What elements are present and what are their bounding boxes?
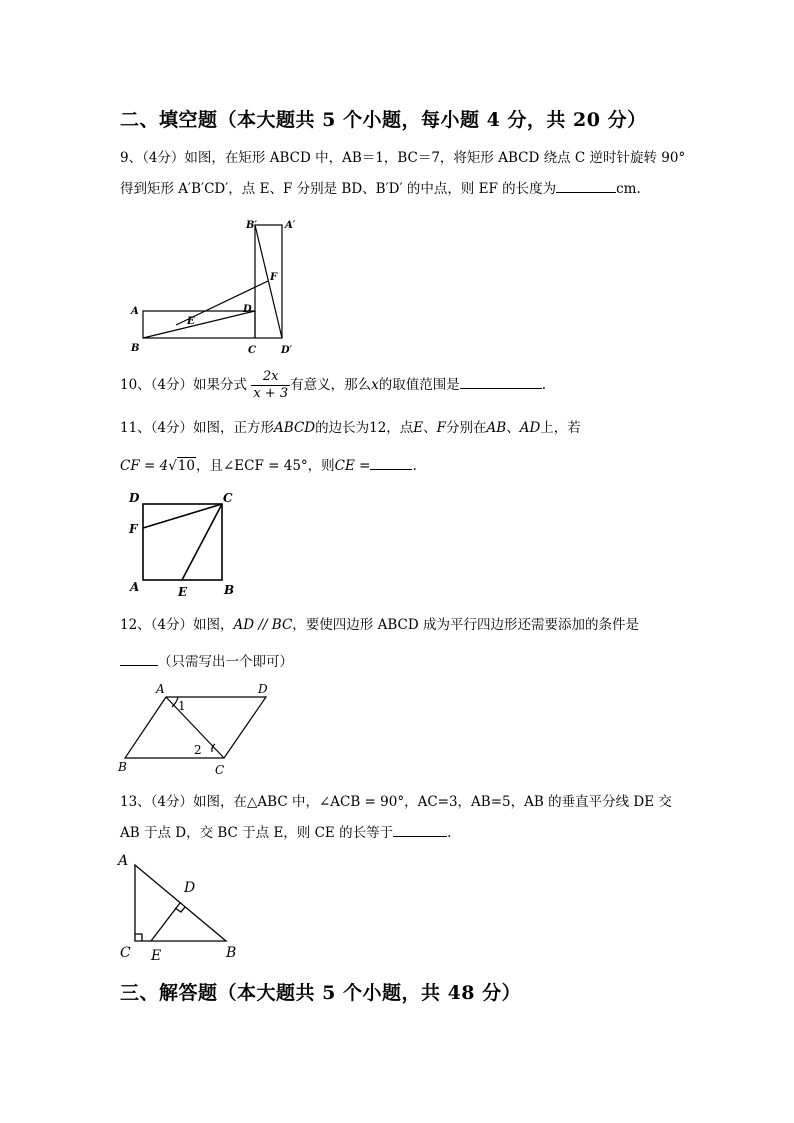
q12-figure — [112, 680, 282, 776]
q11-text-4: 上，若 — [540, 420, 581, 436]
q11-ab: AB — [486, 420, 507, 436]
q10-fraction — [251, 369, 290, 402]
q9-label-d-prime: D′ — [281, 345, 293, 356]
q10-prefix: 10、（4分）如果分式 — [120, 377, 248, 393]
q11-line-1 — [120, 416, 581, 436]
q11-sep-2: 、 — [506, 420, 520, 436]
q10-end: . — [541, 377, 547, 393]
q9-figure — [128, 214, 308, 359]
q12-label-c: C — [215, 763, 225, 776]
q12-condition: AD // BC — [233, 617, 293, 633]
q11-label-c: C — [223, 491, 233, 505]
q9-label-a-prime: A′ — [285, 220, 296, 231]
q12-line-1 — [120, 613, 639, 633]
q11-sep-1: 、 — [423, 420, 437, 436]
q13-end: . — [447, 825, 452, 841]
q13-line-2 — [120, 821, 451, 841]
q10-denominator: x + 3 — [253, 386, 289, 401]
q9-label-d: D — [243, 304, 252, 315]
q12-prefix: 12、（4分）如图， — [120, 617, 234, 633]
q11-end: . — [412, 458, 417, 474]
q9-label-b-prime: B′ — [246, 220, 258, 231]
q11-text-3: 分别在 — [446, 420, 487, 436]
q11-line-2: CF = 4√10，且∠ECF = 45°，则CE = . — [120, 454, 417, 474]
q12-label-b: B — [118, 760, 127, 774]
q11-label-f: F — [129, 522, 138, 536]
section-3-heading: 三、解答题（本大题共 5 个小题，共 48 分） — [120, 982, 522, 1004]
q11-f: F — [436, 420, 447, 436]
q9-unit: cm. — [616, 181, 641, 197]
q10-answer-blank — [460, 374, 542, 389]
q13-label-a: A — [118, 853, 129, 869]
q13-label-d: D — [184, 880, 196, 896]
q10-numerator: 2x — [251, 369, 290, 386]
q11-angle-text: ，且∠ECF = 45°，则 — [195, 458, 335, 474]
q11-text-2: 的边长为12，点 — [315, 420, 414, 436]
q12-note: （只需写出一个即可） — [158, 654, 293, 670]
q11-cf-expr: CF = 4 — [120, 458, 169, 474]
q13-line-1: 13、（4分）如图，在△ABC 中，∠ACB = 90°，AC=3，AB=5，AB 的垂直平分线 DE 交 — [120, 794, 672, 810]
q11-ad: AD — [519, 420, 541, 436]
q9-label-f: F — [270, 272, 278, 283]
q10-middle: 有意义，那么 — [290, 377, 372, 393]
q11-label-e: E — [178, 585, 188, 599]
q11-prefix: 11、（4分）如图，正方形 — [120, 420, 275, 436]
q13-text: AB 于点 D，交 BC 于点 E，则 CE 的长等于 — [120, 825, 394, 841]
q12-label-d: D — [258, 682, 268, 696]
q9-line-2 — [120, 177, 641, 197]
q9-label-a: A — [131, 306, 139, 317]
q12-line-2 — [120, 650, 293, 670]
q11-label-b: B — [224, 583, 235, 597]
q9-label-c: C — [248, 345, 256, 356]
q11-label-a: A — [130, 580, 140, 594]
q12-angle-2: 2 — [194, 743, 202, 757]
q9-line-1: 9、（4分）如图，在矩形 ABCD 中，AB＝1，BC＝7，将矩形 ABCD 绕点 C 逆时针旋转 90° — [120, 150, 686, 166]
q12-angle-1: 1 — [178, 699, 186, 713]
q9-label-e: E — [187, 316, 195, 327]
q11-figure — [124, 488, 244, 600]
q12-label-a: A — [156, 682, 165, 696]
q13-figure — [114, 850, 244, 965]
section-2-heading: 二、填空题（本大题共 5 个小题，每小题 4 分，共 20 分） — [120, 109, 647, 131]
q9-text: 得到矩形 A′B′CD′，点 E、F 分别是 BD、B′D′ 的中点，则 EF 的长度为 — [120, 181, 557, 197]
q13-label-e: E — [151, 948, 162, 964]
q11-shape: ABCD — [274, 420, 316, 436]
q10-variable: x — [371, 377, 379, 393]
q13-label-b: B — [226, 945, 237, 961]
q11-e: E — [413, 420, 424, 436]
q9-label-b: B — [131, 343, 140, 354]
q12-text: ，要使四边形 ABCD 成为平行四边形还需要添加的条件是 — [292, 617, 639, 633]
q11-answer-blank — [370, 455, 412, 470]
q10-line — [120, 369, 546, 402]
q11-label-d: D — [129, 491, 140, 505]
q10-suffix: 的取值范围是 — [378, 377, 460, 393]
q9-answer-blank — [556, 178, 616, 193]
q13-label-c: C — [120, 945, 131, 961]
q11-sqrt-value: 10 — [177, 458, 195, 474]
q11-ce: CE = — [334, 458, 371, 474]
q13-answer-blank — [393, 822, 447, 837]
q12-answer-blank — [120, 651, 158, 666]
